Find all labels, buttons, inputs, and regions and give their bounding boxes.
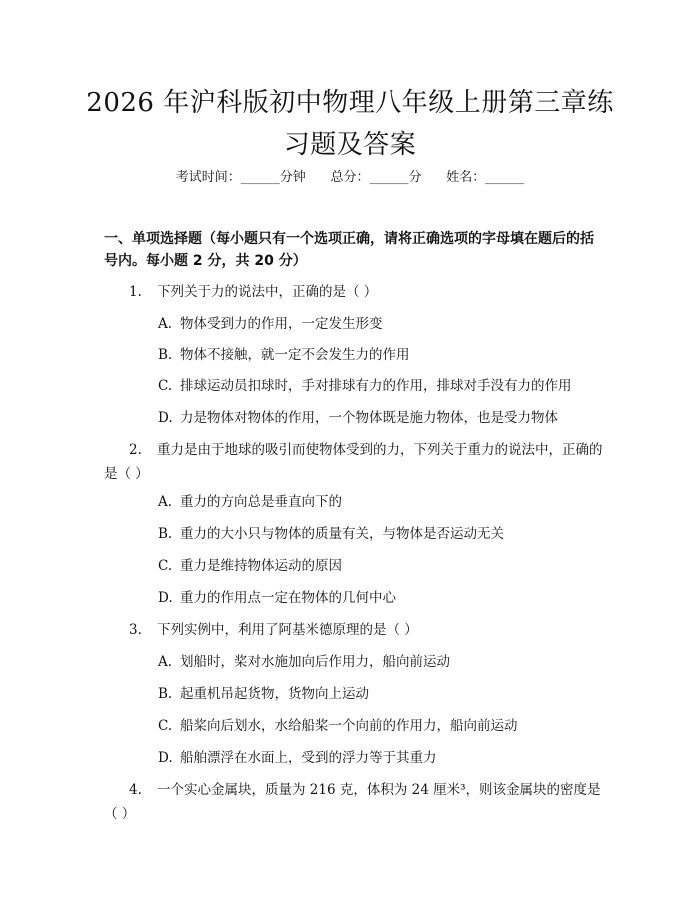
question-number: 4. — [129, 782, 142, 798]
option-key: C. — [158, 718, 173, 734]
option-3b — [158, 684, 608, 704]
option-1d — [158, 408, 608, 428]
option-text: 起重机吊起货物，货物向上运动 — [180, 686, 369, 702]
question-number: 3. — [129, 622, 142, 638]
option-key: B. — [158, 347, 173, 363]
question-text: 下列关于力的说法中，正确的是（ ） — [157, 284, 378, 300]
question-number: 2. — [129, 442, 142, 458]
option-key: A. — [158, 316, 173, 332]
option-1c — [158, 376, 608, 396]
option-key: B. — [158, 526, 173, 542]
section-heading: 一、单项选择题（每小题只有一个选项正确，请将正确选项的字母填在题后的括号内。每小题 2 分，共 20 分） — [104, 231, 594, 269]
option-2d — [158, 588, 608, 608]
option-key: C. — [158, 558, 173, 574]
option-text: 船舶漂浮在水面上，受到的浮力等于其重力 — [180, 750, 437, 766]
option-key: D. — [158, 590, 173, 606]
title-line-2: 习题及答案 — [283, 130, 417, 160]
question-3 — [104, 618, 604, 642]
option-text: 重力是维持物体运动的原因 — [180, 558, 342, 574]
page-title — [60, 82, 640, 166]
option-text: 物体不接触，就一定不会发生力的作用 — [180, 347, 410, 363]
option-key: C. — [158, 378, 173, 394]
option-key: A. — [158, 654, 173, 670]
option-1a — [158, 314, 608, 334]
question-text: 下列实例中，利用了阿基米德原理的是（ ） — [157, 622, 418, 638]
option-text: 排球运动员扣球时，手对排球有力的作用，排球对手没有力的作用 — [180, 378, 572, 394]
option-key: A. — [158, 494, 173, 510]
option-key: D. — [158, 750, 173, 766]
option-1b — [158, 345, 608, 365]
option-text: 重力的作用点一定在物体的几何中心 — [180, 590, 396, 606]
option-text: 划船时，桨对水施加向后作用力，船向前运动 — [180, 654, 450, 670]
option-key: D. — [158, 410, 173, 426]
exam-info: 考试时间：______分钟 总分：______分 姓名：______ — [175, 170, 525, 185]
question-number: 1. — [129, 284, 142, 300]
option-text: 重力的大小只与物体的质量有关，与物体是否运动无关 — [180, 526, 504, 542]
question-text: 一个实心金属块，质量为 216 克，体积为 24 厘米³，则该金属块的密度是（ ） — [104, 782, 601, 822]
option-3c — [158, 716, 608, 736]
question-4 — [104, 778, 604, 826]
option-text: 船桨向后划水，水给船桨一个向前的作用力，船向前运动 — [180, 718, 518, 734]
option-text: 重力的方向总是垂直向下的 — [180, 494, 342, 510]
question-text: 重力是由于地球的吸引而使物体受到的力，下列关于重力的说法中，正确的是（ ） — [104, 442, 603, 482]
option-text: 力是物体对物体的作用，一个物体既是施力物体，也是受力物体 — [180, 410, 558, 426]
option-2b — [158, 524, 608, 544]
option-text: 物体受到力的作用，一定发生形变 — [180, 316, 383, 332]
option-key: B. — [158, 686, 173, 702]
question-1 — [104, 280, 604, 304]
title-line-1: 2026 年沪科版初中物理八年级上册第三章练 — [86, 88, 614, 118]
option-3a — [158, 652, 608, 672]
option-3d — [158, 748, 608, 768]
option-2c — [158, 556, 608, 576]
option-2a — [158, 492, 608, 512]
question-2 — [104, 438, 604, 486]
